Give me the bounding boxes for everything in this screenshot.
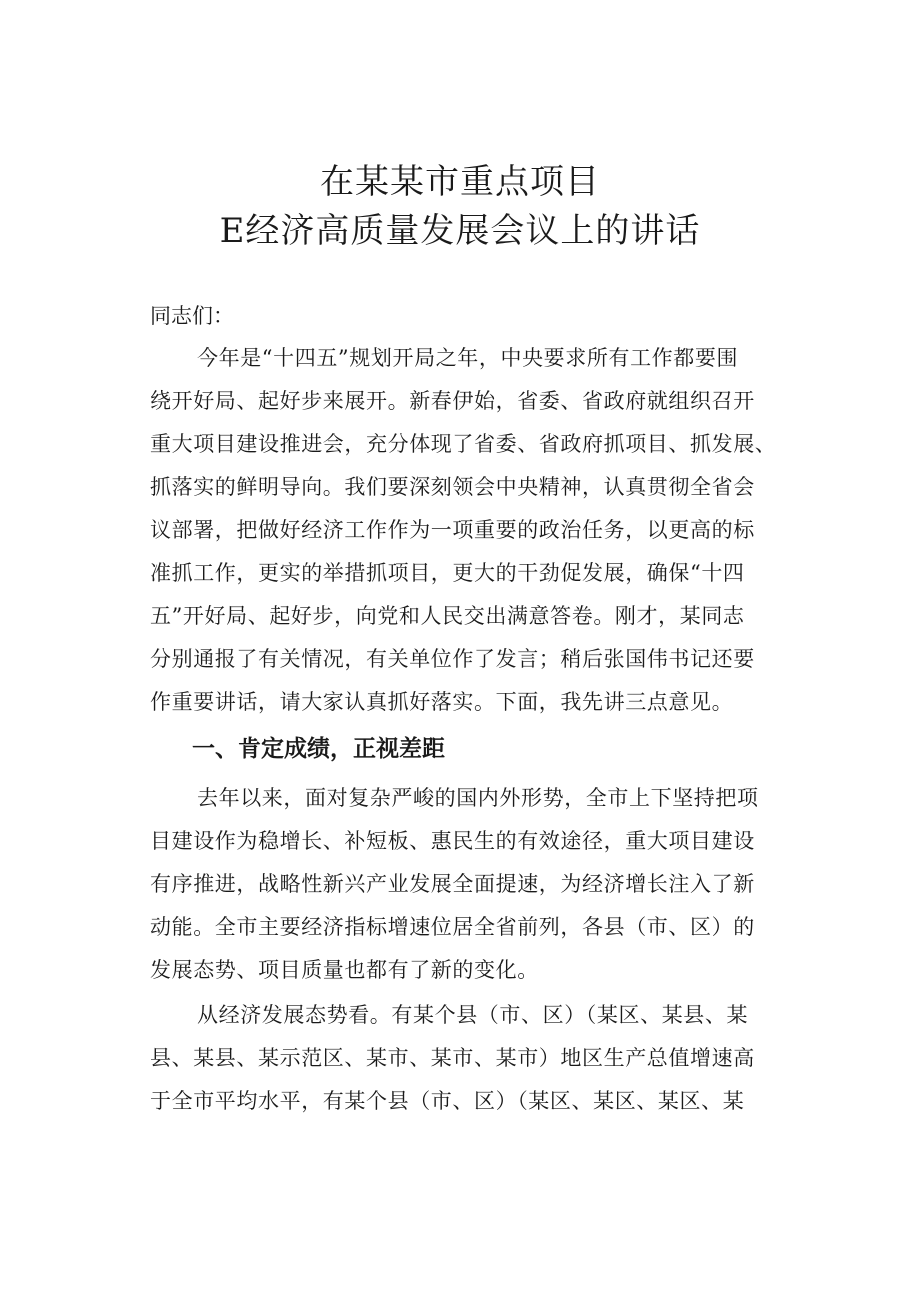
para3-line: 于全市平均水平，有某个县（市、区）（某区、某区、某区、某	[150, 1089, 745, 1113]
para1-line: 准抓工作，更实的举措抓项目，更大的干劲促发展，确保“十四	[150, 561, 745, 585]
salutation: 同志们：	[150, 304, 234, 328]
para1-line: 五”开好局、起好步，向党和人民交出满意答卷。刚才，某同志	[150, 604, 745, 628]
para2-line: 去年以来，面对复杂严峻的国内外形势，全市上下坚持把项	[197, 786, 759, 810]
para2-line: 发展态势、项目质量也都有了新的变化。	[150, 958, 539, 982]
para1-line: 作重要讲话，请大家认真抓好落实。下面，我先讲三点意见。	[150, 690, 734, 714]
para1-line: 重大项目建设推进会，充分体现了省委、省政府抓项目、抓发展、	[150, 432, 777, 456]
para3-line: 县、某县、某示范区、某市、某市、某市）地区生产总值增速高	[150, 1046, 755, 1070]
para1-line: 绕开好局、起好步来展开。新春伊始，省委、省政府就组织召开	[150, 389, 755, 413]
para2-line: 有序推进，战略性新兴产业发展全面提速，为经济增长注入了新	[150, 872, 755, 896]
para1-line: 今年是“十四五”规划开局之年，中央要求所有工作都要围	[197, 346, 739, 370]
para1-line: 议部署，把做好经济工作作为一项重要的政治任务，以更高的标	[150, 518, 755, 542]
title-line-2: E经济高质量发展会议上的讲话	[219, 211, 701, 251]
para3-line: 从经济发展态势看。有某个县（市、区）（某区、某县、某	[197, 1003, 749, 1027]
para1-line: 分别通报了有关情况，有关单位作了发言；稍后张国伟书记还要	[150, 647, 755, 671]
para1-line: 抓落实的鲜明导向。我们要深刻领会中央精神，认真贯彻全省会	[150, 475, 755, 499]
section-heading: 一、肯定成绩，正视差距	[192, 736, 445, 762]
para2-line: 动能。全市主要经济指标增速位居全省前列，各县（市、区）的	[150, 915, 755, 939]
title-line-1: 在某某市重点项目	[320, 162, 600, 202]
para2-line: 目建设作为稳增长、补短板、惠民生的有效途径，重大项目建设	[150, 829, 755, 853]
